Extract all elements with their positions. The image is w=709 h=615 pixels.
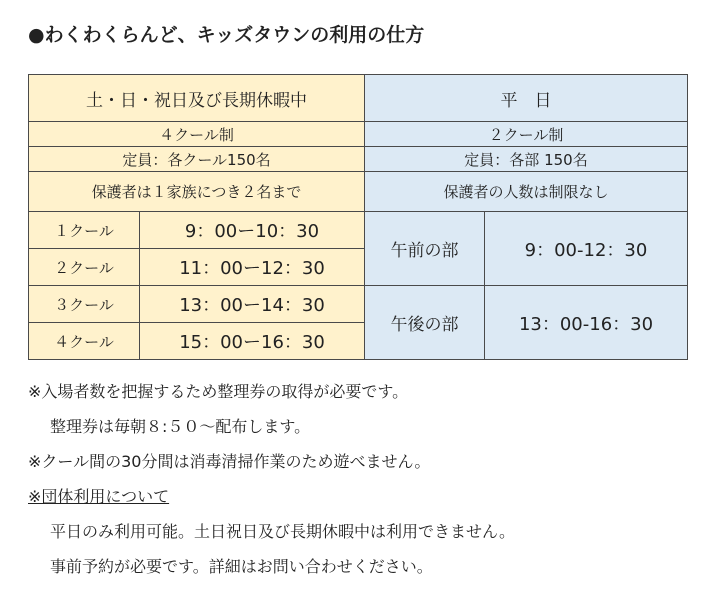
notes <box>28 374 515 584</box>
weekday-guardians: 保護者の人数は制限なし <box>365 172 688 212</box>
page-title: ●わくわくらんど、キッズタウンの利用の仕方 <box>28 24 425 46</box>
cool-label: ２クール <box>29 249 140 286</box>
weekend-guardians: 保護者は１家族につき２名まで <box>29 172 365 212</box>
weekday-part-time: 9：00-12：30 <box>485 212 688 286</box>
note-ticket-required: ※入場者数を把握するため整理券の取得が必要です。 <box>28 382 409 401</box>
cool-time: 15：00ー16：30 <box>140 323 365 360</box>
weekday-part-label: 午前の部 <box>365 212 485 286</box>
note-ticket-distribution: 整理券は毎朝８:５０～配布します。 <box>50 417 311 436</box>
weekday-capacity: 定員：各部 150名 <box>365 147 688 172</box>
weekday-system: ２クール制 <box>365 122 688 147</box>
cool-time: 13：00ー14：30 <box>140 286 365 323</box>
cool-label: ４クール <box>29 323 140 360</box>
weekend-capacity: 定員：各クール150名 <box>29 147 365 172</box>
cool-label: ３クール <box>29 286 140 323</box>
note-group-heading <box>28 479 515 514</box>
note-group-weekday-only: 平日のみ利用可能。土日祝日及び長期休暇中は利用できません。 <box>50 522 515 541</box>
cool-time: 9：00ー10：30 <box>140 212 365 249</box>
note-cleaning-break: ※クール間の30分間は消毒清掃作業のため遊べません。 <box>28 452 431 471</box>
schedule-table <box>28 74 688 360</box>
weekend-system: ４クール制 <box>29 122 365 147</box>
weekday-part-time: 13：00-16：30 <box>485 286 688 360</box>
note-group-reservation: 事前予約が必要です。詳細はお問い合わせください。 <box>50 557 433 576</box>
cool-label: １クール <box>29 212 140 249</box>
cool-time: 11：00ー12：30 <box>140 249 365 286</box>
weekday-header: 平 日 <box>365 75 688 122</box>
group-heading-text: ※団体利用について <box>28 487 170 506</box>
weekday-part-label: 午後の部 <box>365 286 485 360</box>
weekend-header: 土・日・祝日及び長期休暇中 <box>29 75 365 122</box>
